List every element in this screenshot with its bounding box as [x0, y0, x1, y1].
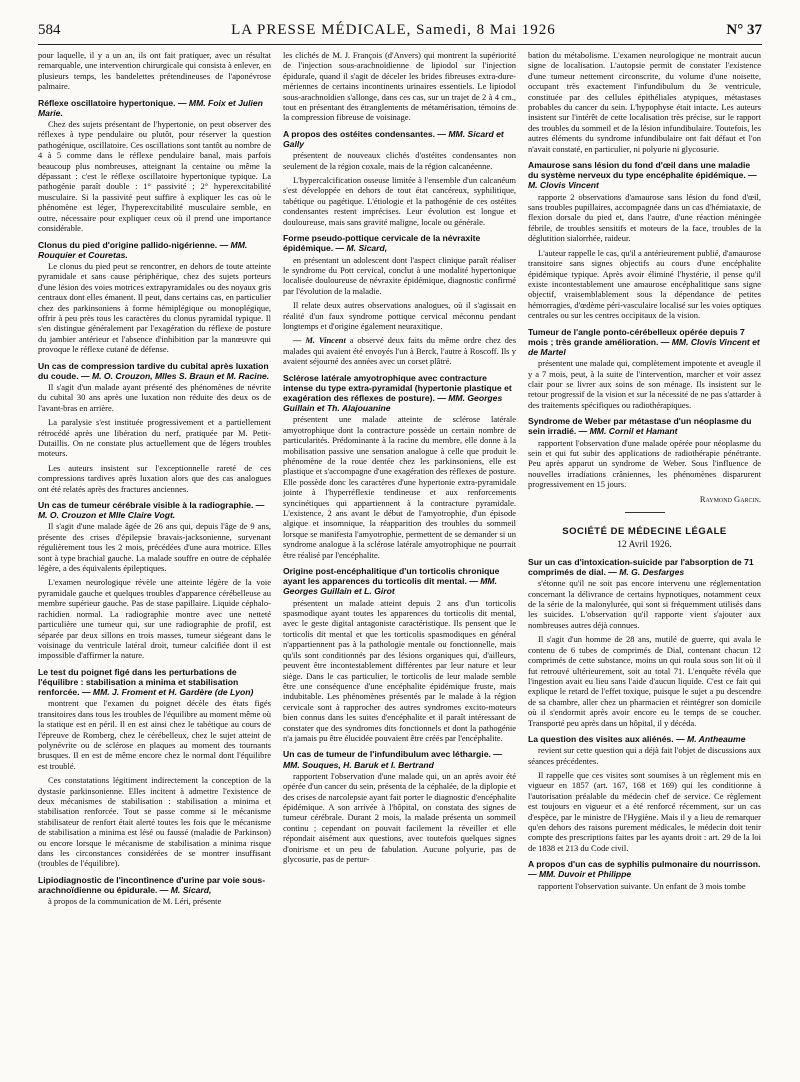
article-heading [283, 373, 516, 414]
article-heading [38, 500, 271, 520]
paragraph: Chez des sujets présentant de l'hypertonie, on peut observer des réflexes à type pendulaire ou plutôt, pour réserver la question pathogénique, oscillatoire. Ces oscillations sont tantôt au nombre de 4 à 5 comme dans le réflexe pendulaire banal, mais parfois beaucoup plus nombreuses, atteignant la centaine ou même la dépassant : c'est le réflexe oscillatoire hypertonique typique. La pathogénie paraît double : 1° passivité ; 2° hyperexcitabilité musculaire. Si la passivité peut suffire à expliquer les cas où le phénomène est léger, l'hyperexcitabilité musculaire semble, en outre, nécessaire pour expliquer ceux où il prend une importance considérable. [38, 119, 271, 234]
article-title: Clonus du pied d'origine pallido-nigérienne. [38, 239, 218, 250]
article-title: Amaurose sans lésion du fond d'œil dans une maladie du système nerveux du type encéphalite épidémique. [528, 160, 751, 181]
article-authors: — M. G. Desfarges [608, 567, 685, 578]
article-title: Un cas de tumeur cérébrale visible à la radiographie. [38, 500, 254, 511]
paragraph: Il rappelle que ces visites sont soumises à un règlement mis en vigueur en 1857 (art. 167, 168 et 169) qui les conditionne à l'autorisation préalable du médecin chef de service. Ce règlement est toujours en vigueur et a été renforcé récemment, sur un cas d'espèce, par le ministre de l'Hygiène. Mais il y a lieu de remarquer qu'en dehors des raisons purement médicales, le médecin doit tenir compte des prescriptions faites par les ayants droit : art. 29 de la loi de 1838 et 213 du Code civil. [528, 769, 761, 853]
article-authors: — MM. Sicard et Gally [283, 128, 504, 150]
paragraph: Les auteurs insistent sur l'exceptionnelle rareté de ces compressions tardives après luxation alors que des cas analogues ont été relatés après des fractures anciennes. [38, 462, 271, 494]
article-heading [283, 233, 516, 253]
paragraph: Ces constatations légitiment indirectement la conception de la dystasie parkinsonienne. Elles incitent à admettre l'existence de deux mécanismes de stabilisation : stabilisation a minima et stabilisation renforcée. Tout se passe comme si le mécanisme stabilisateur de renfort était alerté toutes les fois que le mécanisme de stabilisation a minima est lésé ou faussé (maladie de Parkinson) ou encore lorsque le mécanisme de stabilisation a minima risque dans les circonstances considérées de se montrer insuffisant (troubles de l'équilibre). [38, 775, 271, 869]
paragraph: présentent de nouveaux clichés d'ostéites condensantes non seulement de la région coxale, mais de la région calcanéenne. [283, 150, 516, 171]
article-authors: — MM. Souques, H. Baruk et I. Bertrand [283, 749, 502, 770]
paragraph [283, 335, 516, 366]
article-title: La question des visites aux aliénés. [528, 733, 674, 744]
signature: Raymond Garcin. [699, 493, 761, 504]
paragraph: les clichés de M. J. François (d'Anvers) qui montrent la supériorité de l'injection sous-arachnoïdienne de lipiodol sur l'injection épidurale, quand il s'agit de déceler les brides fibreuses extra-dure-mériennes de certains incontinents urinaires essentiels. Le lipiodol sous-arachnoïdien s'allonge, dans ces cas, sur un trajet de 2 à 4 cm., tout en présentant des étranglements de métamérisation, témoins de la compression fibreuse de voisinage. [283, 50, 516, 123]
article-title: Sclérose latérale amyotrophique avec contracture intense du type extra-pyramidal (hypertonie plastique et exagération des réflexes de posture). [283, 372, 512, 403]
paragraph: bation du métabolisme. L'examen neurologique ne montrait aucun signe de localisation. L'autopsie permit de constater l'existence d'une tumeur nettement circonscrite, du volume d'une noisette, occupant très exactement l'infundibulum du 3e ventricule, constituée par des cellules épithéliales atypiques, métastases probables du cancer du sein. L'hypophyse était intacte. Les auteurs insistent sur l'intérêt de cette localisation très précise, sur le rapport des troubles du sommeil et de la lésion infundibulaire. Toutefois, les autres éléments du syndrome infundibulaire ont fait défaut et l'on n'avait constaté, en particulier, ni polyurie ni glycosurie. [528, 50, 761, 154]
article-authors: — MM. Clovis Vincent et de Martel [528, 336, 760, 357]
paragraph: rapportent l'observation d'une malade opérée pour néoplasme du sein et qui fut subir des applications de radiothérapie pénétrante. Peu après apparut un syndrome de Weber. Sous l'influence de nouvelles irradiations crâniennes, les phénomènes disparurent progressivement en 15 jours. [528, 437, 761, 490]
page-header [38, 22, 762, 42]
paragraph: Il relate deux autres observations analogues, où il s'agissait en réalité d'un faux syndrome pottique cervical méconnu pendant longtemps et d'origine également neuraxitique. [283, 300, 516, 331]
journal-title: LA PRESSE MÉDICALE, Samedi, 8 Mai 1926 [231, 22, 556, 38]
article-authors: — MM. Rouquier et Couretas. [38, 239, 248, 260]
paragraph: L'auteur rappelle le cas, qu'il a antérieurement publié, d'amaurose transitoire sans signes objectifs au cours d'une encéphalite épidémique typique. Après avoir éliminé l'hystérie, il pense qu'il existe incontestablement une amaurose encéphalitique sans signe objectif, vraisemblablement sous la dépendance de petites hémorragies, d'œdème péri-vasculaire localisé sur les voies optiques centrales ou sur les centres occipitaux de la vision. [528, 247, 761, 321]
article-title: Forme pseudo-pottique cervicale de la névraxite épidémique. [283, 233, 481, 254]
paragraph: revient sur cette question qui a déjà fait l'objet de discussions aux séances précédentes. [528, 745, 761, 766]
article-authors: — MM. Georges Guillain et L. Girot [283, 576, 497, 597]
article-heading [38, 240, 271, 260]
article-title: Réflexe oscillatoire hypertonique. [38, 97, 176, 108]
paragraph: à propos de la communication de M. Léri, présente [48, 896, 222, 907]
paragraph: rapportent l'observation d'une malade qui, un an après avoir été opérée d'un cancer du sein, présenta de la céphalée, de la diplopie et des crises de narcolepsie ayant fait porter le diagnostic d'encéphalite épidémique. A son arrivée à l'hôpital, on constata des signes de tumeur cérébrale. Durant 2 mois, la malade présenta un sommeil continu ; cependant on pouvait facilement la réveiller et elle répondait aisément aux questions, avec toutefois quelques signes d'onirisme et un peu de fabulation. Aucune polyurie, pas de glycosurie, pas de pertur- [283, 770, 516, 865]
article-authors: — MM. Cornil et Hamant [578, 426, 678, 437]
article-heading [528, 734, 761, 744]
paragraph: rapporte 2 observations d'amaurose sans lésion du fond d'œil, sans troubles pupillaires, accompagnée dans un cas d'hémiataxie, de flexion dorsale du pied et, dans l'autre, d'une réaction méningée fébrile, de troubles sensitifs et moteurs de la face, troubles de la déglutition sialorrhée, raideur. [528, 191, 761, 244]
paragraph: en présentant un adolescent dont l'aspect clinique paraît réaliser le syndrome du Pott cervical, conclut à une modalité hypertonique localisée douloureuse de névraxite épidémique, diagnostic confirmé par l'évolution de la maladie. [283, 254, 516, 296]
paragraph: pour laquelle, il y a un an, ils ont fait pratiquer, avec un résultat remarquable, une intervention chirurgicale qui consista à enlever, en plusieurs temps, les bandelettes prétendineuses de l'aponévrose palmaire. [38, 50, 271, 92]
article-heading [528, 557, 761, 577]
paragraph: L'examen neurologique révèle une atteinte légère de la voie pyramidale gauche et quelques troubles d'apparence cérébelleuse au membre supérieur gauche. Pas de stase papillaire. Liquide céphalo-rachidien normal. La radiographie montre avec une netteté particulière une tumeur qui, sur une radiographie de profil, est séparée par deux sillons en trois masses, tumeur siégeant dans le voisinage du ventricule latéral droit, tumeur calcifiée dont il est impossible d'affirmer la nature. [38, 577, 271, 661]
section-date: 12 Avril 1926. [617, 540, 672, 551]
article-heading [283, 129, 516, 149]
article-authors: — M. O. Crouzon, Mlles S. Braun et M. Racine. [80, 370, 270, 381]
section-divider [625, 512, 665, 513]
article-heading [38, 361, 271, 381]
column-3 [528, 50, 761, 1076]
article-authors: — M. Sicard, [335, 243, 388, 254]
article-heading [528, 160, 761, 191]
journal-name: LA PRESSE MÉDICALE [231, 22, 407, 38]
article-title: Tumeur de l'angle ponto-cérébelleux opérée depuis 7 mois ; très grande amélioration. [528, 326, 745, 347]
article-title: Syndrome de Weber par métastase d'un néoplasme du sein irradié. [528, 416, 752, 437]
paragraph: Le clonus du pied peut se rencontrer, en dehors de toute atteinte pyramidale et sans cause périphérique, chez des sujets porteurs d'une lésion des voies motrices extrapyramidales ou des noyaux gris centraux dont elles émanent. Il peut, dans certains cas, en particulier chez des parkinsoniens à forme hémiplégique ou monoplégique, offrir à peu près tous les caractères du clonus pyramidal typique. Il s'en distingue généralement par l'exagération du réflexe de posture du jambier antérieur et l'absence d'inhibition par la manœuvre qui provoque le réflexe cutané de défense. [38, 260, 271, 355]
paragraph: L'hypercalcification osseuse limitée à l'ensemble d'un calcanéum s'est développée en dehors de tout état cancéreux, syphilitique, tabétique ou pagétique. L'étiologie et la pathogénie de ces ostéites condensantes restent imprécises. Leur évolution est longue et douloureuse, mais sans gravité maligne, locale ou générale. [283, 175, 516, 227]
paragraph: La paralysie s'est instituée progressivement et a partiellement rétrocédé après une libération du nerf, pratiquée par M. Petit-Dutaillis. On ne constate plus actuellement que de légers troubles moteurs. [38, 417, 271, 459]
paragraph: Il s'agit d'une malade âgée de 26 ans qui, depuis l'âge de 9 ans, présente des crises d'épilepsie bravais-jacksonienne, survenant régulièrement tous les 2 mois, précédées d'une aura motrice. Elles sont à type brachial gauche. La malade souffre en outre de céphalée légère, a des équivalents épileptiques. [38, 521, 271, 574]
article-authors: — MM. Foix et Julien Marie. [38, 97, 263, 118]
article-title: Origine post-encéphalitique d'un torticolis chronique ayant les apparences du torticolis dit mental. [283, 566, 500, 587]
paragraph: Il s'agit d'un malade ayant présenté des phénomènes de névrite du cubital 30 ans après une luxation non réduite des deux os de l'avant-bras en arrière. [38, 381, 271, 413]
paragraph: présentent un malade atteint depuis 2 ans d'un torticolis spasmodique ayant toutes les apparences du torticolis dit mental, avec le geste digital antagoniste caractéristique. Ils pensent que le torticolis dit mental et que les torticolis spasmodiques en général n'appartiennent pas à la pathologie mentale ou fonctionnelle, mais qu'ils sont conditionnés par des lésions organiques qui, d'ailleurs, peuvent être incontestablement différentes par leur nature et leur siège. Dans le cas particulier, le torticolis de leur malade semble être une conséquence d'une encéphalite épidémique fruste, mais indubitable. Les phénomènes présentés par le malade à la région cervicale sont à rapprocher des autres syndromes excito-moteurs bien connus dans les suites d'encéphalite et il paraît intéressant de constater que des syndromes dits fonctionnels et dont la pathogénie n'a jamais pu être élucidée pouvaient être créés par l'encéphalite. [283, 597, 516, 743]
issue-number: N° 37 [726, 22, 762, 38]
article-authors: — M. Vincent [293, 335, 346, 346]
article-title: Un cas de tumeur de l'infundibulum avec léthargie. [283, 749, 491, 760]
page-number: 584 [38, 22, 61, 38]
paragraph: présentent une malade qui, complètement impotente et aveugle il y a 7 mois, peut, à la suite de l'intervention, marcher et voir assez clair pour se livrer aux soins de son ménage. Ils insistent sur le retour progressif de la vision et sur la nécessité de ne pas s'attarder à des traitements spécifiques ou radiothérapiques. [528, 358, 761, 410]
article-title: A propos d'un cas de syphilis pulmonaire du nourrisson. [528, 859, 761, 870]
article-authors: — M. O. Crouzon et Mlle Claire Vogt. [38, 500, 265, 521]
article-title: Lipiodiagnostic de l'incontinence d'urine par voie sous-arachnoïdienne ou épidurale. [38, 874, 266, 896]
article-title: Sur un cas d'intoxication-suicide par l'absorption de 71 comprimés de dial. [528, 556, 754, 578]
article-heading [38, 667, 271, 698]
columns [38, 50, 762, 1076]
issue-date: Samedi, 8 Mai 1926 [416, 22, 556, 38]
article-heading [283, 749, 516, 769]
paragraph-text: a observé deux faits du même ordre chez des malades qui avaient été envoyés l'un à Berck, l'autre à Roscoff. Ils y avaient séjourné des années avec un corset plâtré. [283, 335, 516, 367]
article-title: Le test du poignet figé dans les perturbations de l'équilibre : stabilisation a minima et stabilisation renforcée. [38, 666, 239, 698]
article-heading [283, 566, 516, 597]
paragraph: montrent que l'examen du poignet décèle des états figés transitoires dans tous les troubles de l'équilibre au moment même où la statique est en péril. Il en est ainsi chez le tabétique au cours de l'épreuve de Romberg, chez le cérébelleux, chez le sujet atteint de polynévrite ou de sclérose en plaques au moment des tournants brusques. Il en est de même encore chez le normal dont l'équilibre est troublé. [38, 698, 271, 771]
article-heading [528, 416, 761, 436]
column-1 [38, 50, 271, 1076]
article-title: Un cas de compression tardive du cubital après luxation du coude. [38, 360, 269, 381]
article-authors: — M. Sicard, [159, 885, 212, 896]
article-authors: — M. Antheaume [676, 733, 746, 744]
article-authors: — MM. Georges Guillain et Th. Alajouanine [283, 392, 503, 414]
article-heading [38, 875, 271, 895]
header-rule [38, 44, 762, 45]
paragraph: s'étonne qu'il ne soit pas encore intervenu une réglementation concernant la délivrance de certains hypnotiques, notamment ceux de la série de la malonylurée, qui sont si fréquemment utilisés dans les suicides. L'observation qu'il rapporte vient s'ajouter aux nombreuses autres déjà connues. [528, 578, 761, 630]
paragraph: rapportent l'observation suivante. Un enfant de 3 mois tombe [538, 880, 746, 891]
column-2 [283, 50, 516, 1076]
article-heading [38, 98, 271, 118]
paragraph: Il s'agit d'un homme de 28 ans, mutilé de guerre, qui avala le contenu de 6 tubes de comprimés de Dial, contenant chacun 12 comprimés de cette substance, moins un qui roula sous son lit où il fut retrouvé ultérieurement, soit au total 71. L'enquête révéla que l'ingestion avait eu lieu sans l'aide d'aucun liquide. C'est ce fait qui explique le retard de l'effet toxique, puisque le sujet a pu descendre de sa chambre, aller chez un pharmacien et réintégrer son domicile où il s'endormit après avoir encore eu le temps de se coucher. Transporté peu après dans un hôpital, il y décéda. [528, 634, 761, 728]
paragraph: présentent une malade atteinte de sclérose latérale amyotrophique dont la contracture possède un certain nombre de particularités. Prédominante à la racine du membre, elle donne à la mobilisation passive une sensation analogue à celle que produit le phénomène de la roue dentée chez les parkinsoniens, elle est plastique et s'accompagne d'une exagération des réflexes de posture. Elle possède donc les caractères d'une hypertonie extra-pyramidale jointe à l'hyperréflexie tendineuse et aux renforcements syncinétiques qui appartiennent à la contracture pyramidale. L'existence, 2 ans avant le début de l'amyotrophie, d'un épisode algique et insomnique, la réapparition des troubles du sommeil lorsque se manifesta l'amyotrophie, permettent de se demander si un syndrome analogue à la sclérose latérale amyotrophique ne pourrait être réalisé par l'encéphalite. [283, 414, 516, 560]
article-heading [528, 859, 761, 879]
article-heading [528, 327, 761, 358]
article-authors: — M. Clovis Vincent [528, 170, 757, 191]
article-title: A propos des ostéites condensantes. [283, 128, 436, 139]
article-authors: — MM. J. Froment et H. Gardère (de Lyon) [81, 687, 254, 698]
article-authors: — MM. Duvoir et Philippe [528, 869, 632, 880]
section-title: SOCIÉTÉ DE MÉDECINE LÉGALE [562, 526, 727, 538]
